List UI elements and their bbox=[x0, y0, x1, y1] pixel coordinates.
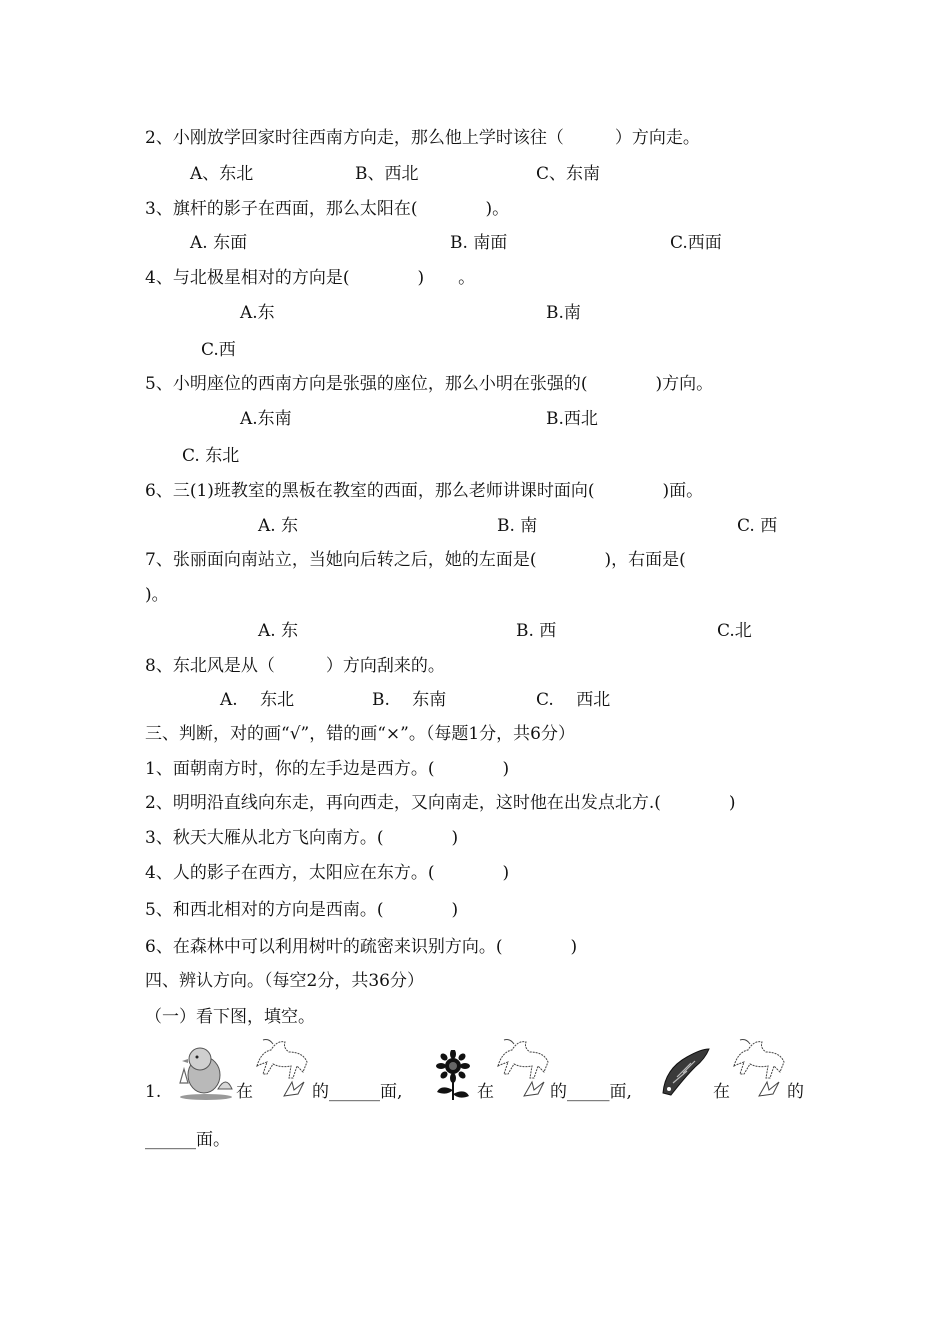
q6-option-c: C. 西 bbox=[737, 516, 778, 536]
q7-option-a: A. 东 bbox=[258, 621, 299, 641]
question-4: 4、与北极星相对的方向是( ) 。 bbox=[145, 268, 476, 288]
q8-option-b: B. 东南 bbox=[372, 690, 447, 710]
q5-option-a: A.东南 bbox=[240, 409, 292, 429]
q6-option-b: B. 南 bbox=[497, 516, 538, 536]
horse-icon bbox=[728, 1036, 792, 1084]
q8-option-a: A. 东北 bbox=[220, 690, 295, 710]
judge-item-2: 2、明明沿直线向东走，再向西走，又向南走，这时他在出发点北方.( ) bbox=[145, 793, 736, 813]
q5-option-b: B.西北 bbox=[546, 409, 598, 429]
small-mark-icon bbox=[757, 1078, 783, 1100]
question-5: 5、小明座位的西南方向是张强的座位，那么小明在张强的( )方向。 bbox=[145, 374, 714, 394]
q7-option-c: C.北 bbox=[717, 621, 752, 641]
judge-item-6: 6、在森林中可以利用树叶的疏密来识别方向。( ) bbox=[145, 937, 578, 957]
question-7-continuation: )。 bbox=[145, 585, 169, 605]
q4-option-b: B.南 bbox=[546, 303, 581, 323]
pic-text-end: ______面。 bbox=[145, 1130, 230, 1150]
pic-text-de-1: 的______面, bbox=[312, 1082, 403, 1102]
q3-option-a: A. 东面 bbox=[190, 233, 248, 253]
section-4-sub: （一）看下图，填空。 bbox=[145, 1007, 315, 1027]
small-mark-icon bbox=[282, 1078, 308, 1100]
pic-text-zai-1: 在 bbox=[236, 1082, 253, 1102]
section-4-title: 四、辨认方向。（每空2分，共36分） bbox=[145, 971, 424, 991]
question-6: 6、三(1)班教室的黑板在教室的西面，那么老师讲课时面向( )面。 bbox=[145, 481, 704, 501]
question-7: 7、张丽面向南站立，当她向后转之后，她的左面是( )，右面是( bbox=[145, 550, 686, 570]
judge-item-1: 1、面朝南方时，你的左手边是西方。( ) bbox=[145, 759, 510, 779]
pic-text-zai-2: 在 bbox=[477, 1082, 494, 1102]
bird-icon bbox=[657, 1043, 713, 1099]
section-3-title: 三、判断，对的画“√”，错的画“×”。（每题1分，共6分） bbox=[145, 724, 575, 744]
question-3: 3、旗杆的影子在西面，那么太阳在( )。 bbox=[145, 199, 510, 219]
sunflower-icon bbox=[429, 1050, 477, 1102]
q4-option-a: A.东 bbox=[240, 303, 275, 323]
judge-item-3: 3、秋天大雁从北方飞向南方。( ) bbox=[145, 828, 459, 848]
chick-icon bbox=[170, 1043, 236, 1101]
pic-text-de-3: 的 bbox=[787, 1082, 804, 1102]
judge-item-4: 4、人的影子在西方，太阳应在东方。( ) bbox=[145, 863, 510, 883]
q7-option-b: B. 西 bbox=[516, 621, 557, 641]
q8-option-c: C. 西北 bbox=[536, 690, 611, 710]
q2-option-c: C、东南 bbox=[536, 164, 601, 184]
pic-text-de-2: 的_____面, bbox=[550, 1082, 632, 1102]
small-mark-icon bbox=[522, 1078, 548, 1100]
judge-item-5: 5、和西北相对的方向是西南。( ) bbox=[145, 900, 459, 920]
q4-option-c: C.西 bbox=[201, 340, 236, 360]
q6-option-a: A. 东 bbox=[258, 516, 299, 536]
pic-q-number: 1. bbox=[145, 1082, 162, 1102]
q3-option-c: C.西面 bbox=[670, 233, 722, 253]
q2-option-b: B、西北 bbox=[355, 164, 419, 184]
q2-option-a: A、东北 bbox=[190, 164, 254, 184]
q3-option-b: B. 南面 bbox=[450, 233, 508, 253]
question-2: 2、小刚放学回家时往西南方向走，那么他上学时该往（ ）方向走。 bbox=[145, 128, 700, 148]
horse-icon bbox=[251, 1036, 315, 1084]
q5-option-c: C. 东北 bbox=[182, 446, 240, 466]
horse-icon bbox=[492, 1036, 556, 1084]
question-8: 8、东北风是从（ ）方向刮来的。 bbox=[145, 656, 445, 676]
pic-text-zai-3: 在 bbox=[713, 1082, 730, 1102]
